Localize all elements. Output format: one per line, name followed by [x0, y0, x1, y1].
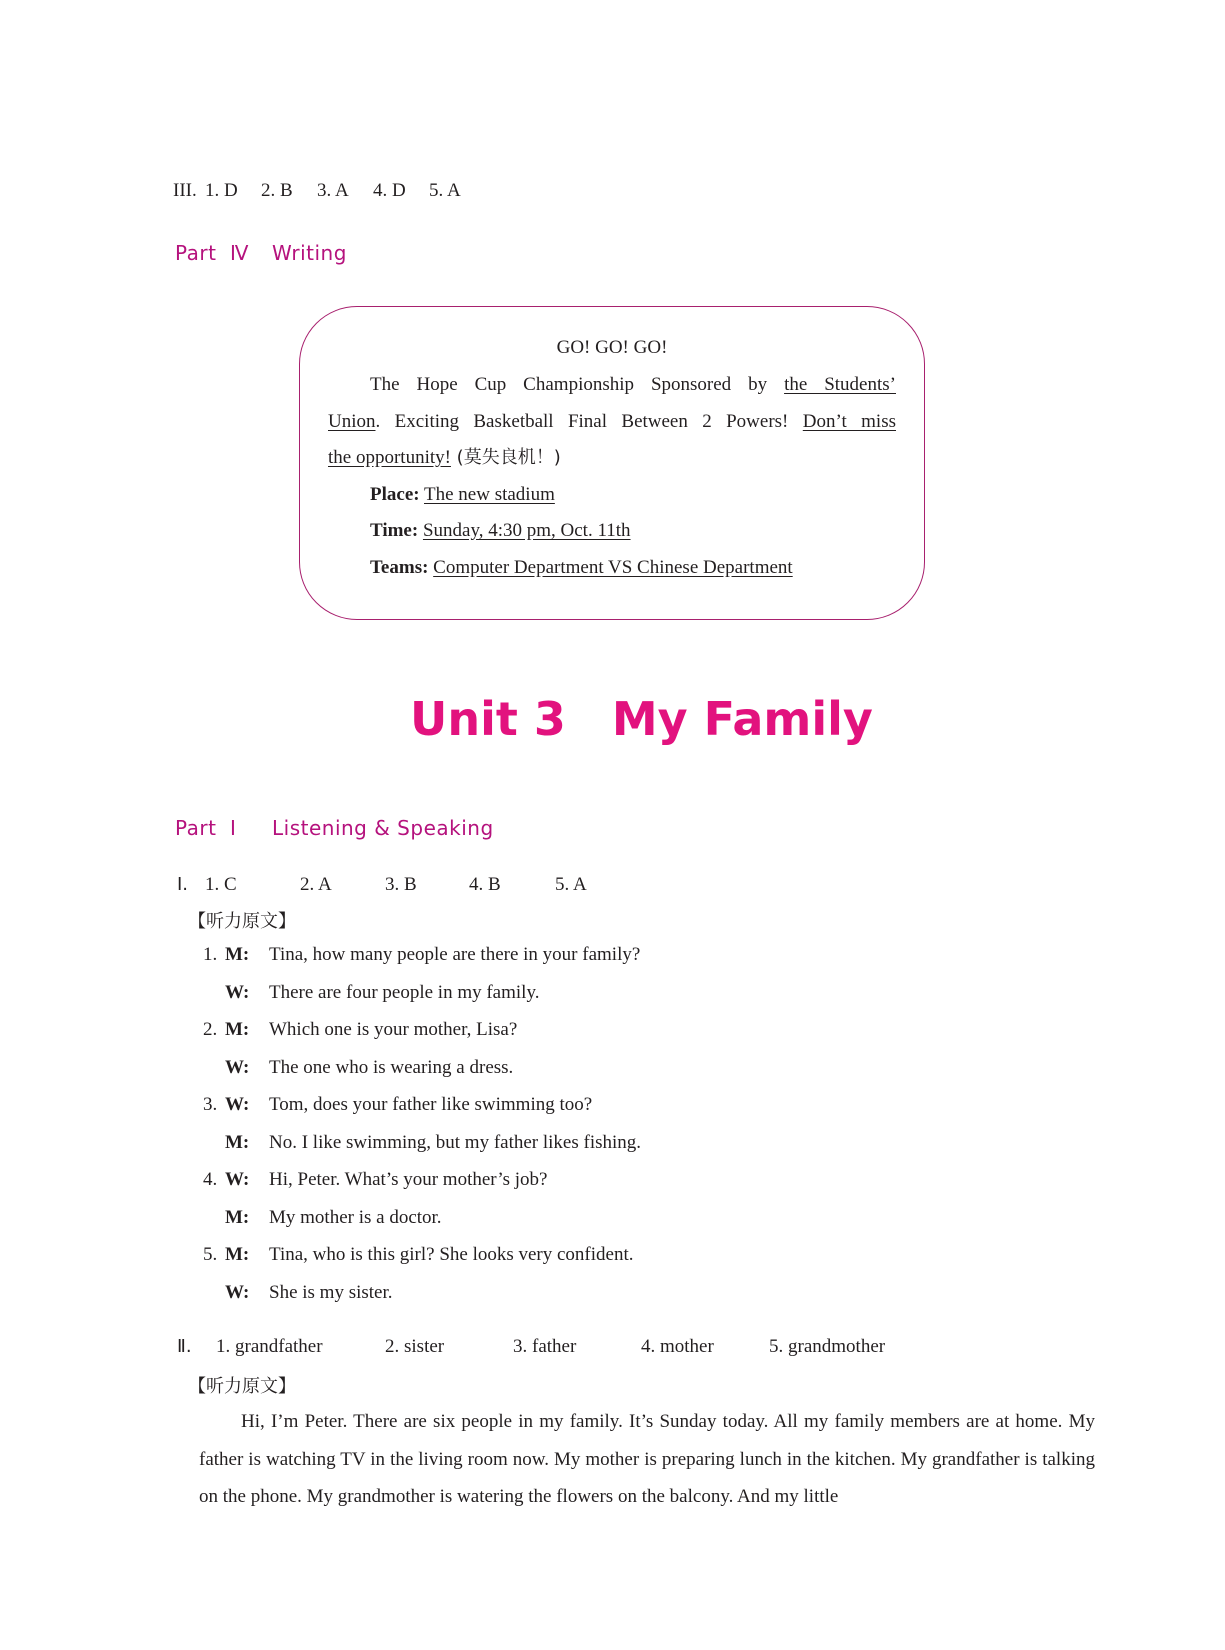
teams-label: Teams: [370, 557, 429, 578]
place-value: The new stadium [424, 484, 555, 505]
poster-underlined-text: the opportunity! [328, 447, 451, 468]
time-label: Time: [370, 520, 419, 541]
answer-item: 1. grandfather [216, 1336, 323, 1357]
answer-item: 2. sister [385, 1336, 445, 1357]
part-4-heading [175, 241, 347, 265]
teams-value: Computer Department VS Chinese Department [433, 557, 793, 578]
poster-text: . Exciting Basketball Final Between 2 Powers! [375, 411, 803, 432]
answer-item: 3. father [513, 1336, 577, 1357]
poster-box [299, 306, 925, 620]
place-label: Place: [370, 484, 420, 505]
section3-label: III. [173, 180, 197, 201]
section2-answers [177, 1336, 886, 1358]
unit-name: My Family [611, 692, 873, 746]
answer-item: 5. grandmother [769, 1336, 886, 1357]
section3-answers [173, 180, 461, 202]
poster-line-2 [328, 403, 896, 440]
answer-item: 5. A [555, 874, 587, 895]
poster-title: GO! GO! GO! [556, 337, 668, 358]
part-title: Writing [272, 241, 347, 265]
answer-item: 3. B [385, 874, 417, 895]
listening-passage: Hi, I’m Peter. There are six people in my family. It’s Sunday today. All my family members are at home. My father is watching TV in the living room now. My mother is preparing lunch in the kitchen. My grandfather is talking on the phone. My grandmother is watering the flowers on the balcony. And my little [199, 1411, 1095, 1507]
poster-underlined-text: Don’t miss [802, 411, 896, 432]
answer-item: 2. B [261, 180, 293, 201]
unit-number: Unit 3 [410, 692, 566, 746]
poster-line-1 [370, 366, 896, 403]
answer-item: 4. mother [641, 1336, 714, 1357]
section1-label: Ⅰ. [177, 874, 189, 895]
poster-underlined-text: Union [328, 411, 376, 432]
answer-item: 1. C [205, 874, 237, 895]
poster-text: The Hope Cup Championship Sponsored by [370, 374, 785, 395]
poster-chinese-note: (莫失良机！) [450, 447, 561, 468]
section2-label: Ⅱ. [177, 1336, 192, 1357]
poster-teams [370, 549, 896, 586]
answer-item: 4. D [373, 180, 406, 201]
part-label: Part [175, 816, 217, 840]
answer-item: 5. A [429, 180, 461, 201]
poster-underlined-text: the Students’ [784, 374, 896, 395]
answer-item: 4. B [469, 874, 501, 895]
section1-answers [177, 874, 587, 896]
unit-title [410, 692, 873, 746]
poster-line-3 [328, 439, 896, 476]
poster-place [370, 476, 896, 513]
part-number: Ⅳ [230, 241, 249, 265]
answer-item: 2. A [300, 874, 332, 895]
script-title: 【听力原文】 [188, 911, 296, 932]
answer-item: 1. D [205, 180, 238, 201]
part-1-heading [175, 816, 494, 840]
script-title: 【听力原文】 [188, 1376, 296, 1397]
time-value: Sunday, 4:30 pm, Oct. 11th [422, 520, 631, 541]
part-number: Ⅰ [230, 816, 237, 840]
poster-time [370, 512, 896, 549]
answer-item: 3. A [317, 180, 349, 201]
part-title: Listening & Speaking [272, 816, 494, 840]
part-label: Part [175, 241, 217, 265]
